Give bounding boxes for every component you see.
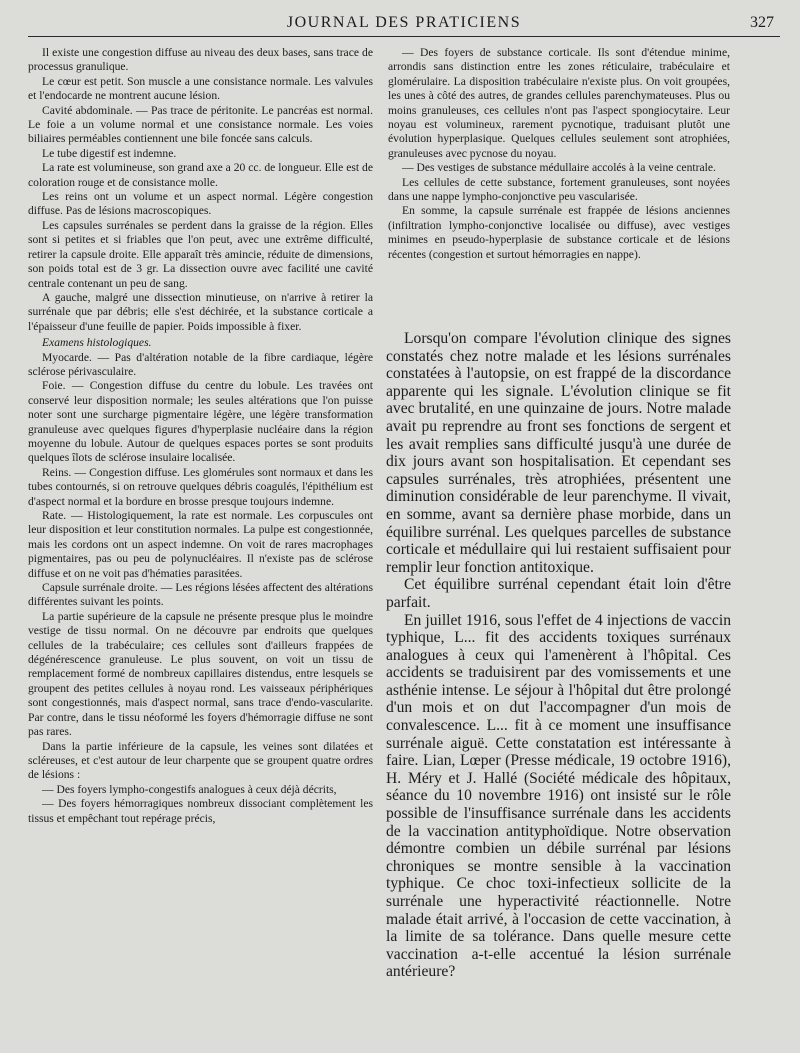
right-column-discussion: [386, 330, 731, 981]
paragraph: Les cellules de cette substance, fortement granuleuses, sont noyées dans une nappe lympho-conjonctive peu vascularisée.: [388, 175, 730, 204]
paragraph: A gauche, malgré une dissection minutieuse, on n'arrive à retirer la surrénale que par débris; elle s'est déchirée, et la substance corticale a l'épaisseur d'une feuille de papier. Poids impossible à fixer.: [28, 290, 373, 333]
paragraph: La rate est volumineuse, son grand axe a 20 cc. de longueur. Elle est de coloration rouge et de consistance molle.: [28, 161, 373, 189]
paragraph: Cavité abdominale. — Pas trace de péritonite. Le pancréas est normal. Le foie a un volume normal et une consistance normale. Les voies biliaires perméables contiennent une bile foncée sans calculs.: [28, 103, 373, 146]
list-item: — Des foyers de substance corticale. Ils sont d'étendue minime, arrondis sans distinction entre les zones réticulaire, trabéculaire et glomérulaire. La disposition trabéculaire n'existe plus. On voit groupées, les unes à côté des autres, de grandes cellules parenchymateuses. Plus ou moins granuleuses, ces cellules n'ont pas l'aspect spongiocytaire. Leur noyau est volumineux, rarement pycnotique, traduisant plutôt une évolution hyperplasique. Quelques cellules seulement sont atrophiées, granuleuses avec pycnose du noyau.: [388, 46, 730, 160]
paragraph: Les capsules surrénales se perdent dans la graisse de la région. Elles sont si petites et si friables que l'on peut, avec une extrême difficulté, retirer la capsule droite. Elle apparaît très amincie, réduite de dimensions, son poids total est de 3 gr. La dissection ouvre avec facilité une cavité centrale contenant un peu de sang.: [28, 218, 373, 290]
list-item: — Des vestiges de substance médullaire accolés à la veine centrale.: [402, 161, 716, 175]
paragraph: La partie supérieure de la capsule ne présente presque plus le moindre vestige de tissu normal. On ne découvre par endroits que quelques cellules de la trabéculaire; ces cellules sont d'ailleurs frappées de dégénérescence granuleuse. Le plus souvent, on voit un tissu de remplacement formé de nombreux capillaires distendus, entre lesquels se groupent des petites cellules à noyau rond. Les vaisseaux périphériques sont congestionnés, mais d'aspect normal, sans trace d'endo-vascularite. Par contre, dans le tissu néoformé les foyers d'hémorragie diffuse ne sont pas rares.: [28, 609, 373, 739]
paragraph: Cet équilibre surrénal cependant était loin d'être parfait.: [386, 576, 731, 611]
page-number: 327: [750, 14, 774, 31]
paragraph: Rate. — Histologiquement, la rate est normale. Les corpuscules ont leur disposition et leur constitution normales. La pulpe est congestionnée, mais les cordons ont un aspect indemne. On voit de rares macrophages pigmentaires, pas ou peu de polynucléaires. Il n'existe pas de sclérose diffuse et on ne voit pas d'hématies parasitées.: [28, 509, 373, 580]
left-column: [28, 46, 373, 826]
paragraph: Lorsqu'on compare l'évolution clinique des signes constatés chez notre malade et les lésions surrénales constatées à l'autopsie, on est frappé de la discordance apparente qui les signale. L'évolution clinique se fit avec brutalité, en une quinzaine de jours. Notre malade avait pu reprendre au front ses fonctions de sergent et les avait remplies sans difficulté jusqu'à une durée de dix jours avant son hospitalisation. Et cependant ses capsules surrénales, très atrophiées, présentent une diminution considérable de leur parenchyme. Il vivait, en somme, avant sa dernière phase morbide, dans un équilibre surrénal. Les quelques parcelles de substance corticale et médullaire qui lui restaient suffisaient pour remplir leur fonction antitoxique.: [386, 330, 731, 576]
paragraph: Capsule surrénale droite. — Les régions lésées affectent des altérations différentes suivant les points.: [28, 581, 373, 609]
paragraph: En somme, la capsule surrénale est frappée de lésions anciennes (infiltration lympho-conjonctive localisée ou diffuse), avec vestiges minimes en pseudo-hyperplasie de substance corticale et de lésions récentes (congestion et surtout hémorragies en nappe).: [388, 204, 730, 261]
paragraph: Le cœur est petit. Son muscle a une consistance normale. Les valvules et l'endocarde ne montrent aucune lésion.: [28, 74, 373, 103]
paragraph: Les reins ont un volume et un aspect normal. Légère congestion diffuse. Pas de lésions macroscopiques.: [28, 190, 373, 218]
list-item: — Des foyers lympho-congestifs analogues à ceux déjà décrits,: [42, 782, 337, 796]
paragraph: Le tube digestif est indemne.: [42, 146, 177, 160]
paragraph: Foie. — Congestion diffuse du centre du lobule. Les travées ont conservé leur disposition normale; les seules altérations que l'on puisse noter sont une surcharge pigmentaire légère, une légère transformation granuleuse avec quelques figures d'hyperplasie nucléaire dans la région moyenne du lobule. Autour de quelques espaces portes se sont produits quelques îlots de sclérose insulaire localisée.: [28, 379, 373, 465]
paragraph: Myocarde. — Pas d'altération notable de la fibre cardiaque, légère sclérose périvasculaire.: [28, 350, 373, 378]
section-heading: Examens histologiques.: [42, 336, 152, 350]
paragraph: Dans la partie inférieure de la capsule, les veines sont dilatées et scléreuses, et c'est autour de leur charpente que se groupent quatre ordres de lésions :: [28, 739, 373, 782]
paragraph: Reins. — Congestion diffuse. Les glomérules sont normaux et dans les tubes contournés, si on retrouve quelques débris coagulés, l'épithélium est d'aspect normal et la bordure en brosse presque toujours indemne.: [28, 465, 373, 508]
right-column-small-print: [388, 46, 730, 262]
paragraph: En juillet 1916, sous l'effet de 4 injections de vaccin typhique, L... fit des accidents toxiques surrénaux analogues à ceux qui l'amenèrent à l'hôpital. Ces accidents se traduisirent par des vomissements et une asthénie intense. Le séjour à l'hôpital dut être prolongé d'un mois et on dut l'accompagner d'un mois de convalescence. L... fit à ce moment une insuffisance surrénale aiguë. Cette constatation est intéressante à faire. Lian, Lœper (Presse médicale, 19 octobre 1916), H. Méry et J. Hallé (Société médicale des hôpitaux, séance du 10 novembre 1916) ont insisté sur le rôle possible de l'insuffisance surrénale dans les accidents de la vaccination antityphoïdique. Notre observation démontre combien un débile surrénal par lésions chroniques se montre sensible à la vaccination typhique. Ce choc toxi-infectieux sollicite de la surrénale une hyperactivité réactionnelle. Notre malade était arrivé, à l'occasion de cette vaccination, à la limite de sa tolérance. Dans quelle mesure cette vaccination a-t-elle accentué la lésion surrénale antérieure?: [386, 611, 731, 981]
list-item: — Des foyers hémorragiques nombreux dissociant complètement les tissus et empêchant tout repérage précis,: [28, 797, 373, 825]
paragraph: Il existe une congestion diffuse au niveau des deux bases, sans trace de processus granulique.: [28, 46, 373, 74]
journal-title: JOURNAL DES PRATICIENS: [286, 14, 522, 31]
running-header: [28, 10, 780, 37]
